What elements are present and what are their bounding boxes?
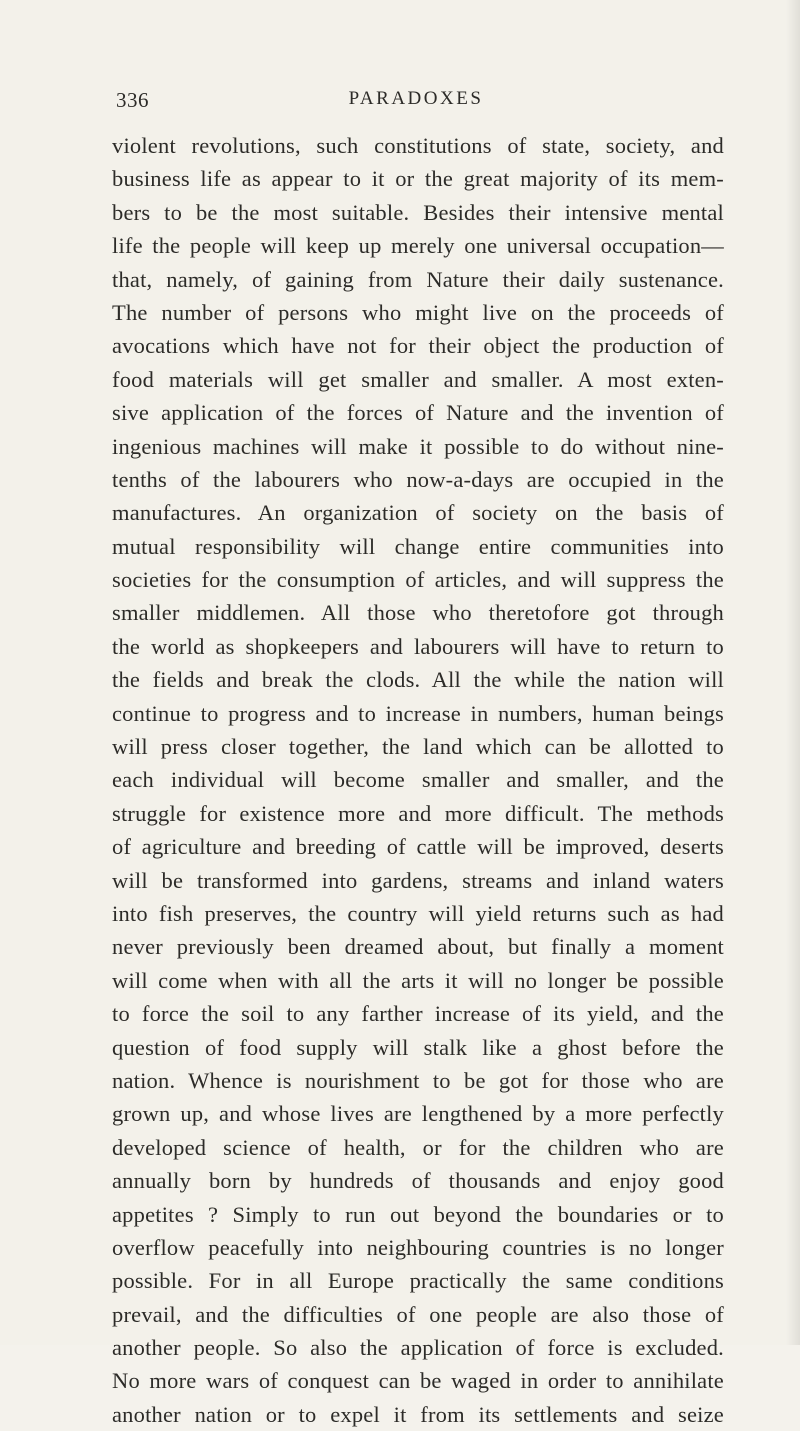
text-line: will be transformed into gardens, streams and inland waters [112, 867, 724, 893]
text-line: violent revolutions, such constitutions of state, society, and [112, 133, 724, 158]
text-line: will come when with all the arts it will no longer be possible [112, 967, 724, 993]
text-line: appetites ? Simply to run out beyond the boundaries or to [112, 1201, 724, 1227]
text-line: nation. Whence is nourishment to be got for those who are [112, 1067, 724, 1093]
text-line: each individual will become smaller and smaller, and the [112, 767, 724, 793]
text-line: tenths of the labourers who now-a-days are occupied in the [112, 466, 724, 492]
text-line: life the people will keep up merely one universal occupation— [112, 233, 724, 259]
text-line: avocations which have not for their object the production of [112, 333, 724, 359]
text-line: continue to progress and to increase in numbers, human beings [112, 700, 724, 726]
text-line: to force the soil to any farther increase of its yield, and the [112, 1001, 724, 1027]
text-line: the world as shopkeepers and labourers will have to return to [112, 633, 724, 659]
text-line: overflow peacefully into neighbouring countries is no longer [112, 1234, 724, 1260]
text-line: will press closer together, the land which can be allotted to [112, 734, 724, 760]
text-line: No more wars of conquest can be waged in order to annihilate [112, 1368, 724, 1394]
text-line: manufactures. An organization of society on the basis of [112, 500, 724, 526]
text-line: bers to be the most suitable. Besides their intensive mental [112, 199, 724, 225]
page-number: 336 [116, 88, 149, 112]
text-line: food materials will get smaller and smaller. A most exten- [112, 366, 724, 392]
page-edge-shadow [786, 0, 800, 1345]
text-line: another people. So also the application of force is excluded. [112, 1335, 724, 1361]
text-line: sive application of the forces of Nature and the invention of [112, 400, 724, 426]
text-line: business life as appear to it or the great majority of its mem- [112, 166, 724, 192]
text-line: smaller middlemen. All those who theretofore got through [112, 600, 724, 626]
text-line: annually born by hundreds of thousands and enjoy good [112, 1168, 724, 1194]
text-line: developed science of health, or for the children who are [112, 1134, 724, 1160]
text-line: another nation or to expel it from its settlements and seize [112, 1401, 724, 1427]
text-line: mutual responsibility will change entire communities into [112, 533, 724, 559]
text-line: ingenious machines will make it possible to do without nine- [112, 433, 724, 459]
text-line: prevail, and the difficulties of one people are also those of [112, 1301, 724, 1327]
text-line: possible. For in all Europe practically the same conditions [112, 1268, 724, 1294]
text-line: into fish preserves, the country will yield returns such as had [112, 900, 724, 926]
text-line: grown up, and whose lives are lengthened by a more perfectly [112, 1101, 724, 1127]
text-line: question of food supply will stalk like a ghost before the [112, 1034, 724, 1060]
body-text [112, 129, 724, 1431]
page-header [116, 88, 716, 118]
text-line: The number of persons who might live on the proceeds of [112, 299, 724, 325]
running-head: PARADOXES [348, 88, 484, 109]
text-line: struggle for existence more and more difficult. The methods [112, 800, 724, 826]
text-line: that, namely, of gaining from Nature their daily sustenance. [112, 266, 724, 292]
text-line: of agriculture and breeding of cattle will be improved, deserts [112, 834, 724, 860]
text-line: societies for the consumption of articles, and will suppress the [112, 567, 724, 593]
text-line: the fields and break the clods. All the while the nation will [112, 667, 724, 693]
text-line: never previously been dreamed about, but finally a moment [112, 934, 724, 960]
